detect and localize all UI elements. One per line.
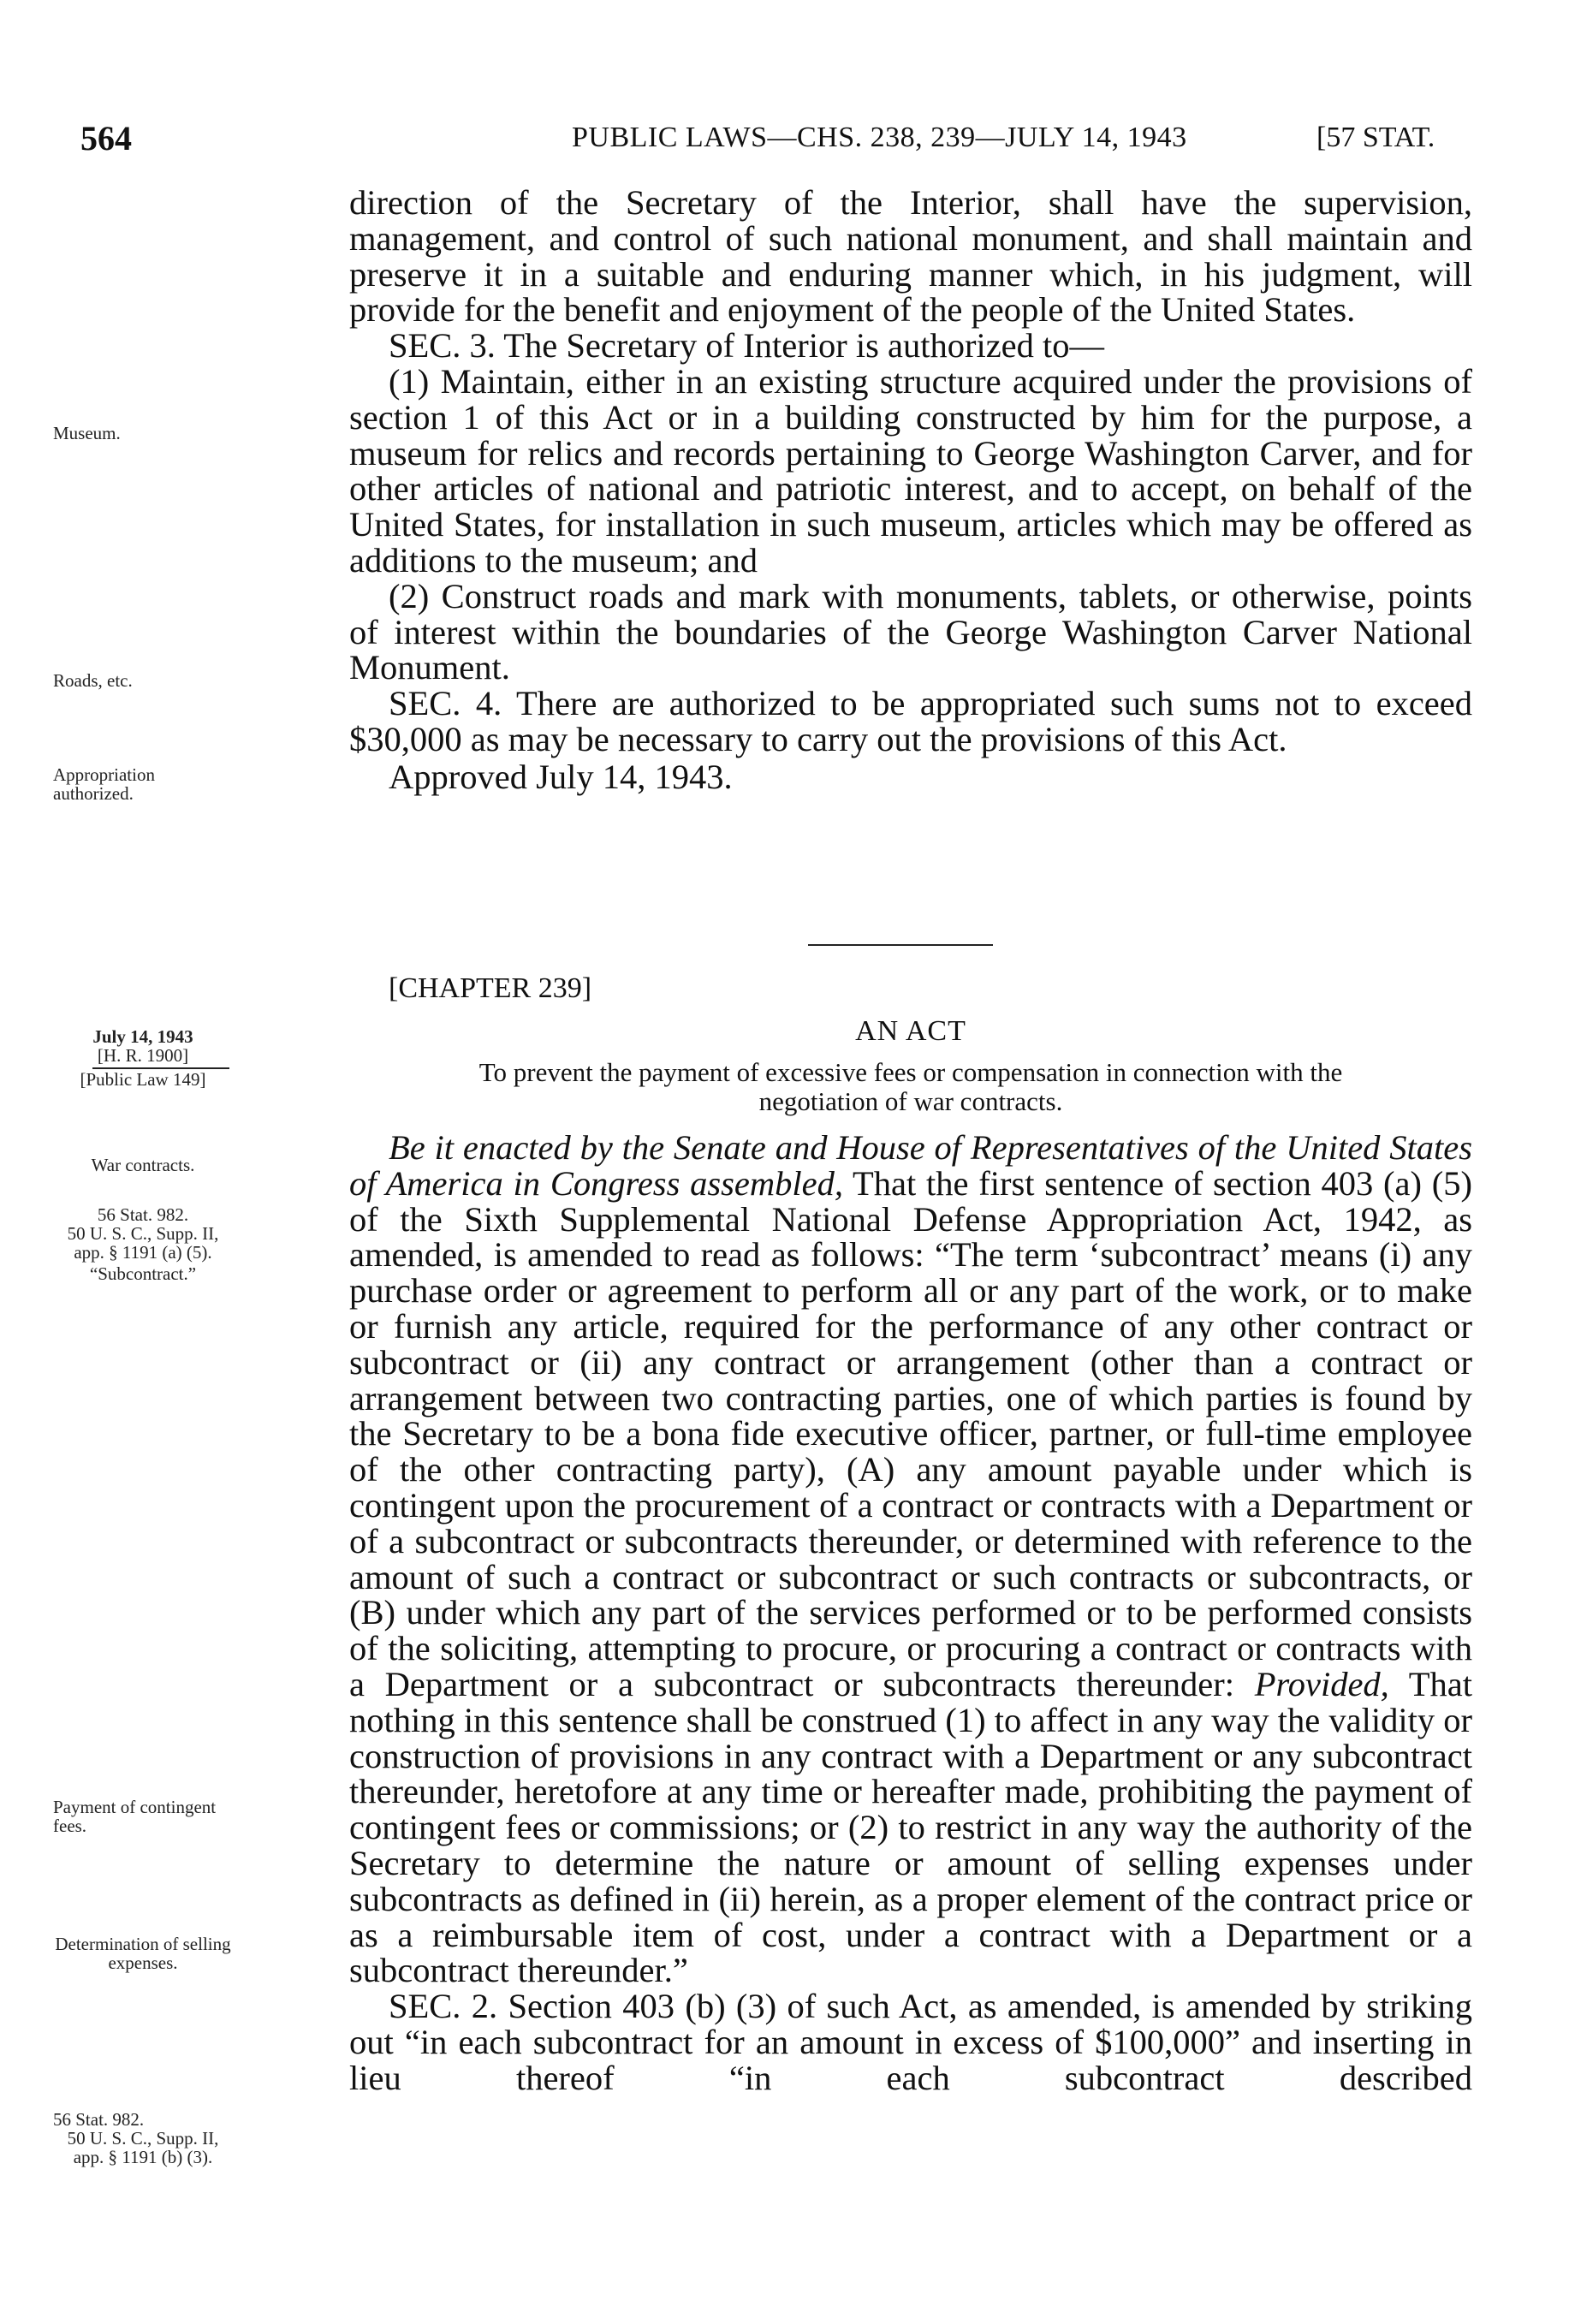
margin-note-citation-2b: 50 U. S. C., Supp. II, app. § 1191 (b) (3). (67, 2128, 219, 2167)
margin-note-appropriation: Appropriation authorized. (53, 764, 155, 804)
margin-note-subcontract: “Subcontract.” (89, 1263, 197, 1284)
act-title-line-1: To prevent the payment of excessive fees or compensation in connection with the (478, 1057, 1343, 1087)
approval-date: Approved July 14, 1943. (389, 757, 733, 796)
continued-paragraph: direction of the Secretary of the Interior, shall have the supervision, management, and control of such national monument, and shall maintain and preserve it in a suitable and enduring manner which, in his judgment, will provide for the benefit and enjoyment of the people of the United States. (349, 183, 1472, 330)
volume-citation: [57 STAT. (1316, 122, 1435, 153)
proviso-word: Provided, (1254, 1664, 1389, 1703)
chapter-239-body (349, 1130, 1472, 2096)
running-head: PUBLIC LAWS—CHS. 238, 239—JULY 14, 1943 (572, 122, 1187, 153)
act-title (349, 1058, 1472, 1116)
margin-note-citation-1b: 50 U. S. C., Supp. II, app. § 1191 (a) (5). (67, 1223, 219, 1263)
an-act-heading: AN ACT (855, 1015, 966, 1047)
margin-note-citation-1a: 56 Stat. 982. (97, 1204, 189, 1225)
margin-note-war-contracts: War contracts. (91, 1155, 195, 1175)
item-1-museum: (1) Maintain, either in an existing structure acquired under the provisions of section 1 of this Act or in a building constructed by him for the purpose, a museum for relics and records pertaining to George Washington Carver, and for other articles of national and patriotic interest, and to accept, on behalf of the United States, for installation in such museum, articles which may be offered as additions to the museum; and (349, 361, 1472, 580)
margin-note-contingent-fees: Payment of contingent fees. (53, 1797, 217, 1836)
margin-note-bill-number: [H. R. 1900] (97, 1045, 189, 1066)
margin-note-roads: Roads, etc. (53, 670, 133, 691)
margin-note-public-law: [Public Law 149] (80, 1069, 206, 1090)
chapter-label: [CHAPTER 239] (389, 972, 592, 1004)
section-1 (349, 1130, 1472, 1988)
act-title-line-2: negotiation of war contracts. (758, 1086, 1063, 1116)
enacting-clause: Be it enacted by the Senate and House of Representatives of the United States of America in Congress assembled, (349, 1128, 1472, 1203)
item-2-roads: (2) Construct roads and mark with monuments, tablets, or otherwise, points of interest within the boundaries of the George Washington Carver National Monument. (349, 576, 1472, 687)
section-4: SEC. 4. There are authorized to be appropriated such sums not to exceed $30,000 as may be necessary to carry out the provisions of this Act. (349, 684, 1472, 758)
margin-note-museum: Museum. (53, 423, 121, 443)
margin-note-selling-expenses: Determination of selling expenses. (55, 1934, 231, 1973)
chapter-separator-rule (808, 944, 993, 946)
margin-note-date: July 14, 1943 (92, 1026, 193, 1047)
section-3: SEC. 3. The Secretary of Interior is authorized to— (389, 326, 1105, 366)
chapter-238-body (349, 185, 1472, 795)
page-number: 564 (80, 119, 132, 158)
section-2: SEC. 2. Section 403 (b) (3) of such Act, as amended, is amended by striking out “in each subcontract for an amount in excess of $100,000” and inserting in lieu thereof “in each subcontract described (349, 1987, 1472, 2097)
section-1-text-a: That the first sentence of section 403 (a) (5) of the Sixth Supplemental National Defense Appropriation Act, 1942, as amended, is amended to read as follows: “The term ‘subcontract’ means (i) any purchase order or agreement to perform all or any part of the work, or to make or furnish any article, required for the performance of any other contract or subcontract or (ii) any contract or arrangement (other than a contract or arrangement between two contracting parties, one of which parties is found by the Secretary to be a bona fide executive officer, partner, or full-time employee of the other contracting party), (A) any amount payable under which is contingent upon the procurement of a contract or contracts with a Department or of a subcontract or subcontracts thereunder, or determined with reference to the amount of such a contract or subcontract or such contracts or subcontracts, or (B) under which any part of the services performed or to be performed consists of the soliciting, attempting to procure, or procuring a contract or contracts with a Department or a subcontract or subcontracts thereunder: (349, 1163, 1472, 1703)
margin-note-citation-2a: 56 Stat. 982. (53, 2109, 145, 2130)
section-1-text-b: That nothing in this sentence shall be construed (1) to affect in any way the validity or construction of provisions in any contract with a Department or any subcontract thereunder, heretofore at any time or hereafter made, prohibiting the payment of contingent fees or commissions; or (2) to restrict in any way the authority of the Secretary to determine the nature or amount of selling expenses under subcontracts as defined in (ii) herein, as a proper element of the contract price or as a reimbursable item of cost, under a contract with a Department or a subcontract thereunder.” (349, 1664, 1472, 1990)
